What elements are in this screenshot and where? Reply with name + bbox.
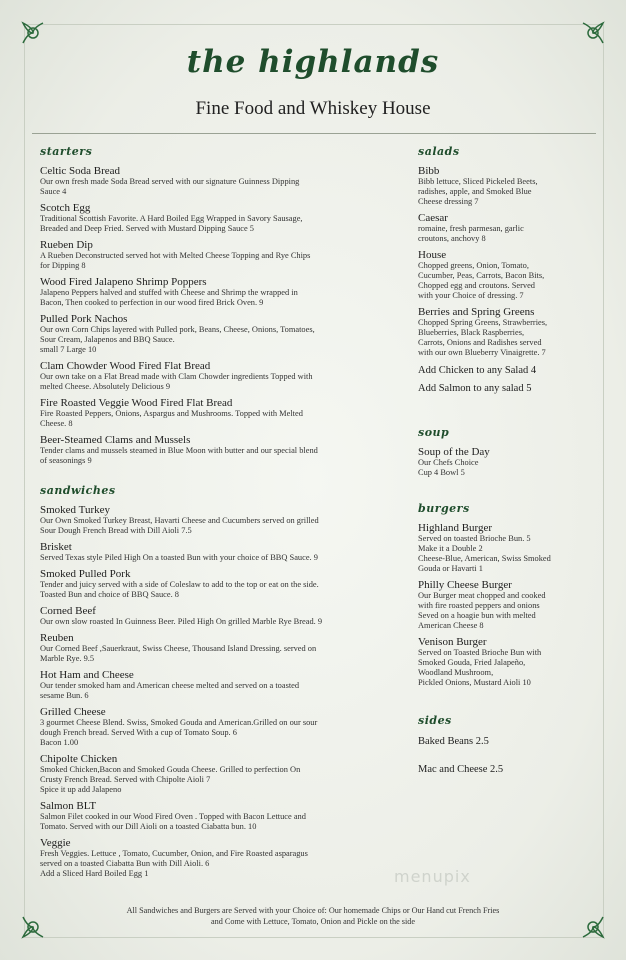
item-desc-line: Cheese-Blue, American, Swiss Smoked: [418, 554, 551, 563]
starters-list: [40, 165, 390, 466]
item-desc-line: Served Texas style Piled High On a toasted Bun with your choice of BBQ Sauce. 9: [40, 553, 318, 562]
item-desc-line: Sour Cream, Jalapenos and BBQ Sauce.: [40, 335, 175, 344]
menu-footer: [70, 906, 556, 927]
item-desc-line: Served on Toasted Brioche Bun with: [418, 648, 542, 657]
menu-item: [418, 249, 598, 301]
item-desc-line: Carrots, Onions and Radishes served: [418, 338, 542, 347]
item-desc-line: Salmon Filet cooked in our Wood Fired Oven . Topped with Bacon Lettuce and: [40, 812, 306, 821]
item-name: Reuben: [40, 632, 74, 644]
item-desc-line: Our Own Smoked Turkey Breast, Havarti Cheese and Cucumbers served on grilled: [40, 516, 319, 525]
menu-item: [418, 446, 598, 478]
menu-item: [40, 165, 390, 197]
item-desc-line: Spice it up add Jalapeno: [40, 785, 122, 794]
item-name: House: [418, 249, 447, 261]
menu-item: [40, 397, 390, 429]
item-desc-line: croutons, anchovy 8: [418, 234, 486, 243]
menu-item: [40, 541, 390, 563]
menu-item: [418, 636, 598, 688]
sandwiches-list: [40, 504, 390, 879]
item-desc-line: Breaded and Deep Fried. Served with Mustard Dipping Sauce 5: [40, 224, 254, 233]
sides-heading: sides: [418, 714, 452, 727]
item-name: Rueben Dip: [40, 239, 93, 251]
soup-heading: soup: [418, 426, 450, 439]
right-column: [418, 145, 598, 777]
item-name: Venison Burger: [418, 636, 487, 648]
item-desc-line: melted Cheese. Absolutely Delicious 9: [40, 382, 171, 391]
salads-list: [418, 165, 598, 358]
salad-addon: Add Salmon to any salad 5: [418, 383, 532, 394]
item-desc-line: with your Choice of dressing. 7: [418, 291, 524, 300]
starters-heading: starters: [40, 145, 93, 158]
item-name: Bibb: [418, 165, 440, 177]
item-name: Celtic Soda Bread: [40, 165, 121, 177]
item-desc-line: Gouda or Havarti 1: [418, 564, 483, 573]
item-desc-line: Woodland Mushroom,: [418, 668, 494, 677]
item-name: Brisket: [40, 541, 72, 553]
burgers-heading: burgers: [418, 502, 470, 515]
menu-item: [40, 753, 390, 795]
item-name: Highland Burger: [418, 522, 493, 534]
menu-item: [418, 522, 598, 574]
item-desc-line: Our own take on a Flat Bread made with Clam Chowder ingredients Topped with: [40, 372, 313, 381]
item-desc-line: Seved on a hoagie bun with melted: [418, 611, 536, 620]
item-desc-line: small 7 Large 10: [40, 345, 97, 354]
header-divider: [32, 133, 596, 134]
watermark: menupix: [394, 867, 471, 886]
item-desc-line: for Dipping 8: [40, 261, 86, 270]
item-desc-line: Tender and juicy served with a side of Coleslaw to add to the top or eat on the side.: [40, 580, 319, 589]
menu-item: [40, 434, 390, 466]
item-desc-line: of seasonings 9: [40, 456, 92, 465]
item-desc-line: A Rueben Deconstructed served hot with Melted Cheese Topping and Rye Chips: [40, 251, 311, 260]
menu-item: [40, 276, 390, 308]
left-column: [40, 145, 390, 884]
item-name: Berries and Spring Greens: [418, 306, 535, 318]
menu-item: [40, 313, 390, 355]
item-desc-line: 3 gourmet Cheese Blend. Swiss, Smoked Gouda and American.Grilled on our sour: [40, 718, 318, 727]
celtic-knot-icon: [20, 20, 46, 46]
item-name: Corned Beef: [40, 605, 96, 617]
salad-addon: Add Chicken to any Salad 4: [418, 365, 537, 376]
item-desc-line: with fire roasted peppers and onions: [418, 601, 540, 610]
item-desc-line: Traditional Scottish Favorite. A Hard Boiled Egg Wrapped in Savory Sausage,: [40, 214, 303, 223]
item-desc-line: Chopped greens, Onion, Tomato,: [418, 261, 529, 270]
item-desc-line: Fire Roasted Peppers, Onions, Aspargus and Mushrooms. Topped with Melted: [40, 409, 303, 418]
item-name: Caesar: [418, 212, 448, 224]
item-desc-line: served on a toasted Ciabatta Bun with Dill Aioli. 6: [40, 859, 210, 868]
menu-item: [40, 632, 390, 664]
footer-line: and Come with Lettuce, Tomato, Onion and Pickle on the side: [211, 916, 415, 926]
footer-line: All Sandwiches and Burgers are Served with your Choice of: Our homemade Chips or Our Hand cut French Fries: [126, 906, 500, 915]
item-name: Salmon BLT: [40, 800, 97, 812]
menu-item: [40, 669, 390, 701]
item-desc-line: sesame Bun. 6: [40, 691, 89, 700]
item-desc-line: Jalapeno Peppers halved and stuffed with Cheese and Shrimp the wrapped in: [40, 288, 298, 297]
menu-item: [418, 579, 598, 631]
item-desc-line: dough French bread. Served With a cup of Tomato Soup. 6: [40, 728, 237, 737]
item-desc-line: romaine, fresh parmesan, garlic: [418, 224, 524, 233]
menu-item: [418, 165, 598, 207]
menu-item: [40, 568, 390, 600]
item-desc-line: Cheese dressing 7: [418, 197, 479, 206]
item-desc-line: with our own Blueberry Vinaigrette. 7: [418, 348, 546, 357]
item-desc-line: Cheese. 8: [40, 419, 73, 428]
item-desc-line: Sour Dough French Bread with Dill Aioli 7.5: [40, 526, 192, 535]
item-name: Chipolte Chicken: [40, 753, 118, 765]
restaurant-name: the highlands: [186, 44, 440, 80]
item-name: Pulled Pork Nachos: [40, 313, 128, 325]
item-name: Grilled Cheese: [40, 706, 106, 718]
side-item: Baked Beans 2.5: [418, 736, 489, 747]
menu-item: [40, 202, 390, 234]
item-desc-line: Bacon 1.00: [40, 738, 79, 747]
item-name: Clam Chowder Wood Fired Flat Bread: [40, 360, 211, 372]
item-desc-line: radishes, apple, and Smoked Blue: [418, 187, 532, 196]
item-desc-line: Our Chefs Choice: [418, 458, 479, 467]
burgers-list: [418, 522, 598, 688]
item-desc-line: Smoked Gouda, Fried Jalapeño,: [418, 658, 526, 667]
item-name: Hot Ham and Cheese: [40, 669, 134, 681]
item-desc-line: Our own fresh made Soda Bread served with our signature Guinness Dipping: [40, 177, 300, 186]
item-name: Beer-Steamed Clams and Mussels: [40, 434, 191, 446]
menu-item: [40, 360, 390, 392]
item-desc-line: Fresh Veggies. Lettuce , Tomato, Cucumber, Onion, and Fire Roasted asparagus: [40, 849, 308, 858]
menu-item: [40, 239, 390, 271]
menu-item: [40, 837, 390, 879]
item-desc-line: Our tender smoked ham and American cheese melted and served on a toasted: [40, 681, 300, 690]
item-desc-line: Tomato. Served with our Dill Aioli on a toasted Ciabatta bun. 10: [40, 822, 257, 831]
menu-item: [418, 212, 598, 244]
item-desc-line: Crusty French Bread. Served with Chipolte Aioli 7: [40, 775, 211, 784]
item-desc-line: Make it a Double 2: [418, 544, 483, 553]
item-desc-line: Our own slow roasted In Guinness Beer. Piled High On grilled Marble Rye Bread. 9: [40, 617, 323, 626]
item-desc-line: Toasted Bun and choice of BBQ Sauce. 8: [40, 590, 179, 599]
item-desc-line: Bacon, Then cooked to perfection in our wood fired Brick Oven. 9: [40, 298, 264, 307]
menu-item: [40, 800, 390, 832]
item-name: Smoked Turkey: [40, 504, 110, 516]
item-desc-line: Smoked Chicken,Bacon and Smoked Gouda Cheese. Grilled to perfection On: [40, 765, 301, 774]
item-desc-line: Chopped Spring Greens, Strawberries,: [418, 318, 548, 327]
item-desc-line: Blueberries, Black Raspberries,: [418, 328, 525, 337]
item-desc-line: Bibb lettuce, Sliced Pickeled Beets,: [418, 177, 538, 186]
item-name: Smoked Pulled Pork: [40, 568, 131, 580]
item-name: Wood Fired Jalapeno Shrimp Poppers: [40, 276, 207, 288]
celtic-knot-icon: [20, 914, 46, 940]
item-desc-line: Served on toasted Brioche Bun. 5: [418, 534, 531, 543]
item-desc-line: Tender clams and mussels steamed in Blue Moon with butter and our special blend: [40, 446, 318, 455]
item-desc-line: Add a Sliced Hard Boiled Egg 1: [40, 869, 149, 878]
salads-heading: salads: [418, 145, 460, 158]
celtic-knot-icon: [580, 20, 606, 46]
menu-item: [418, 306, 598, 358]
item-desc-line: Sauce 4: [40, 187, 67, 196]
item-desc-line: Our Burger meat chopped and cooked: [418, 591, 546, 600]
celtic-knot-icon: [580, 914, 606, 940]
item-desc-line: Cucumber, Peas, Carrots, Bacon Bits,: [418, 271, 545, 280]
menu-item: [40, 706, 390, 748]
item-desc-line: Chopped egg and croutons. Served: [418, 281, 535, 290]
item-name: Scotch Egg: [40, 202, 91, 214]
menu-item: [40, 504, 390, 536]
item-desc-line: Pickled Onions, Mustard Aioli 10: [418, 678, 531, 687]
item-desc-line: Marble Rye. 9.5: [40, 654, 95, 663]
item-name: Soup of the Day: [418, 446, 490, 458]
item-desc-line: Cup 4 Bowl 5: [418, 468, 465, 477]
item-name: Veggie: [40, 837, 71, 849]
side-item: Mac and Cheese 2.5: [418, 764, 504, 775]
item-desc-line: Our Corned Beef ,Sauerkraut, Swiss Cheese, Thousand Island Dressing. served on: [40, 644, 317, 653]
menu-item: [40, 605, 390, 627]
restaurant-tagline: Fine Food and Whiskey House: [195, 98, 431, 119]
item-desc-line: American Cheese 8: [418, 621, 484, 630]
sandwiches-heading: sandwiches: [40, 484, 116, 497]
item-name: Fire Roasted Veggie Wood Fired Flat Bread: [40, 397, 233, 409]
item-name: Philly Cheese Burger: [418, 579, 512, 591]
item-desc-line: Our own Corn Chips layered with Pulled pork, Beans, Cheese, Onions, Tomatoes,: [40, 325, 315, 334]
